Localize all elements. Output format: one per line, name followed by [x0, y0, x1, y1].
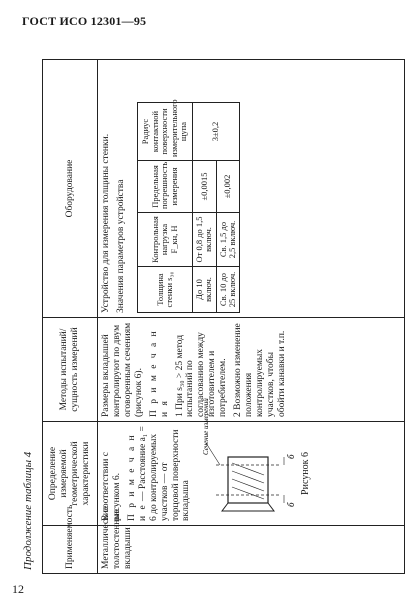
figure-section-label: Сечение измерений	[202, 398, 211, 455]
cell-applicability	[98, 505, 405, 574]
page-number: 12	[12, 582, 24, 596]
equipment-text-1: Устройство для измерения толщины стенки.	[101, 133, 111, 313]
equipment-text-2: Значения параметров устройства	[115, 179, 126, 313]
cell-equipment	[98, 60, 405, 318]
cell-methods	[98, 318, 405, 422]
definition-note	[127, 426, 193, 521]
bearing-shell-drawing	[198, 398, 298, 521]
definition-note-text: — Расстояние a₁ = 6 до контролируемых участков — от торцовой поверхности вкладыша	[137, 426, 192, 521]
device-parameters-table	[137, 99, 240, 313]
definition-text: В соответствии с рисунком 6.	[101, 452, 122, 521]
cell-thickness: До 10 включ.	[192, 267, 216, 313]
figure-caption: Рисунок 6	[300, 452, 312, 495]
figure-label-b2: б	[286, 454, 297, 459]
applicability-text: Металлические толстостенные вкладыши	[101, 505, 133, 569]
table-row	[192, 103, 216, 313]
column-header-methods: Методы испытаний/сущность измерений	[43, 318, 98, 422]
column-header-equipment: Оборудование	[43, 60, 98, 318]
cell-load: От 0,8 до 1,5 включ.	[192, 213, 216, 267]
column-header-definition: Определение измеряемой геометрической характеристики	[43, 422, 98, 526]
page-header: ГОСТ ИСО 12301—95	[22, 14, 147, 28]
cell-load: Св. 1,5 до 2,5 включ.	[216, 213, 240, 267]
cell-error: ±0,002	[216, 161, 240, 213]
table-continuation-label: Продолжение таблицы 4	[22, 451, 34, 570]
cell-radius: 3±0,2	[192, 103, 239, 161]
standards-table	[42, 59, 405, 574]
figure-label-b1: б	[286, 502, 297, 507]
rotated-table-region	[20, 60, 404, 574]
cell-thickness: Св. 10 до 25 включ.	[216, 267, 240, 313]
sub-header-thickness: Толщина стенки s₃₀	[137, 267, 192, 313]
method-notes-label: П р и м е ч а н и я	[148, 329, 170, 417]
method-note-2: 2 Возможно изменение положения контролируемых участков, чтобы обойти канавки и т.п.	[233, 323, 287, 417]
definition-note-label: П р и м е ч а н и е	[126, 433, 148, 521]
sub-header-error: Предельная погрешность измерения	[137, 161, 192, 213]
sub-header-radius: Радиус контактной поверхности измерительного щупа	[137, 103, 192, 161]
method-text: Размеры вкладышей контролируют по двум оговоренным сечениям (рисунок 6).	[101, 322, 144, 417]
cell-error: ±0,0015	[192, 161, 216, 213]
cell-definition	[98, 398, 405, 526]
method-note-1: 1 При s₃₀ > 25 метод испытаний по согласованию между изготовителем и потребителем.	[174, 332, 229, 417]
sub-header-load: Контрольная нагрузка F_кн, Н	[137, 213, 192, 267]
column-header-applicability: Применяемость	[43, 526, 98, 574]
figure-6	[198, 398, 312, 521]
